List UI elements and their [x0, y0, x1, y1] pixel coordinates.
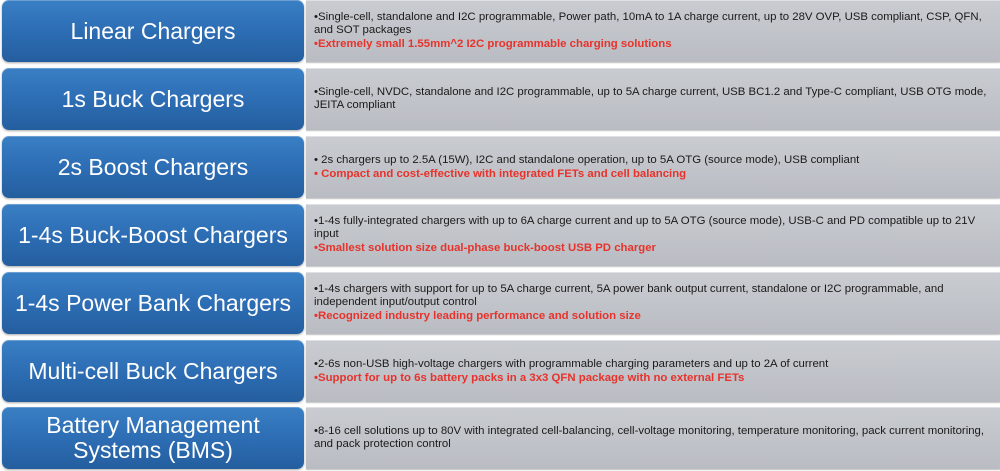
- category-box: [2, 407, 304, 469]
- description-text: •8-16 cell solutions up to 80V with integrated cell-balancing, cell-voltage monitoring, temperature monitoring, pack current monitoring, and pack protection control: [314, 425, 985, 450]
- description-box: [306, 204, 1000, 266]
- category-label: 2s Boost Chargers: [57, 153, 249, 180]
- category-row-1-4s-power-bank-chargers: [0, 272, 1000, 334]
- description-box: [306, 0, 1000, 62]
- highlight-text: •Extremely small 1.55mm^2 I2C programmable charging solutions: [314, 38, 672, 50]
- category-label: Linear Chargers: [70, 17, 236, 44]
- category-box: [2, 272, 304, 334]
- description-box: [306, 136, 1000, 198]
- highlight-text: •Support for up to 6s battery packs in a 3x3 QFN package with no external FETs: [314, 371, 745, 384]
- category-label: 1s Buck Chargers: [61, 85, 245, 112]
- category-box: [2, 204, 304, 266]
- category-row-1-4s-buck-boost-chargers: [0, 204, 1000, 266]
- category-box: [2, 68, 304, 130]
- description-box: [306, 272, 1000, 334]
- description-text: •Single-cell, NVDC, standalone and I2C programmable, up to 5A charge current, USB BC1.2 and Type-C compliant, USB OTG mode, JEITA compliant: [314, 86, 987, 111]
- category-label: 1-4s Buck-Boost Chargers: [18, 221, 288, 248]
- category-row-1s-buck-chargers: [0, 68, 1000, 130]
- description-text: •1-4s chargers with support for up to 5A charge current, 5A power bank output current, standalone or I2C programmable, and independent input/output control: [314, 283, 944, 308]
- highlight-text: •Recognized industry leading performance and solution size: [314, 310, 641, 322]
- category-box: [2, 340, 304, 402]
- highlight-text: •Smallest solution size dual-phase buck-boost USB PD charger: [314, 242, 656, 254]
- highlight-text: • Compact and cost-effective with integrated FETs and cell balancing: [314, 167, 687, 180]
- category-label: Multi-cell Buck Chargers: [28, 357, 278, 384]
- description-box: [306, 68, 1000, 130]
- category-label: Battery Management Systems (BMS): [46, 412, 260, 463]
- description-text: •1-4s fully-integrated chargers with up to 6A charge current and up to 5A OTG (source mode), USB-C and PD compatible up to 21V input: [314, 215, 976, 240]
- category-row-linear-chargers: [0, 0, 1000, 62]
- description-box: [306, 340, 1000, 402]
- description-box: [306, 407, 1000, 469]
- category-row-2s-boost-chargers: [0, 136, 1000, 198]
- description-text: • 2s chargers up to 2.5A (15W), I2C and standalone operation, up to 5A OTG (source mode), USB compliant: [314, 153, 860, 166]
- category-box: [2, 0, 304, 62]
- description-text: •Single-cell, standalone and I2C programmable, Power path, 10mA to 1A charge current, up to 28V OVP, USB compliant, CSP, QFN, and SOT packages: [314, 11, 982, 36]
- category-row-battery-management-systems: [0, 407, 1000, 469]
- category-box: [2, 136, 304, 198]
- description-text: •2-6s non-USB high-voltage chargers with programmable charging parameters and up to 2A of current: [314, 357, 829, 370]
- category-row-multi-cell-buck-chargers: [0, 340, 1000, 402]
- category-label: 1-4s Power Bank Chargers: [14, 289, 292, 316]
